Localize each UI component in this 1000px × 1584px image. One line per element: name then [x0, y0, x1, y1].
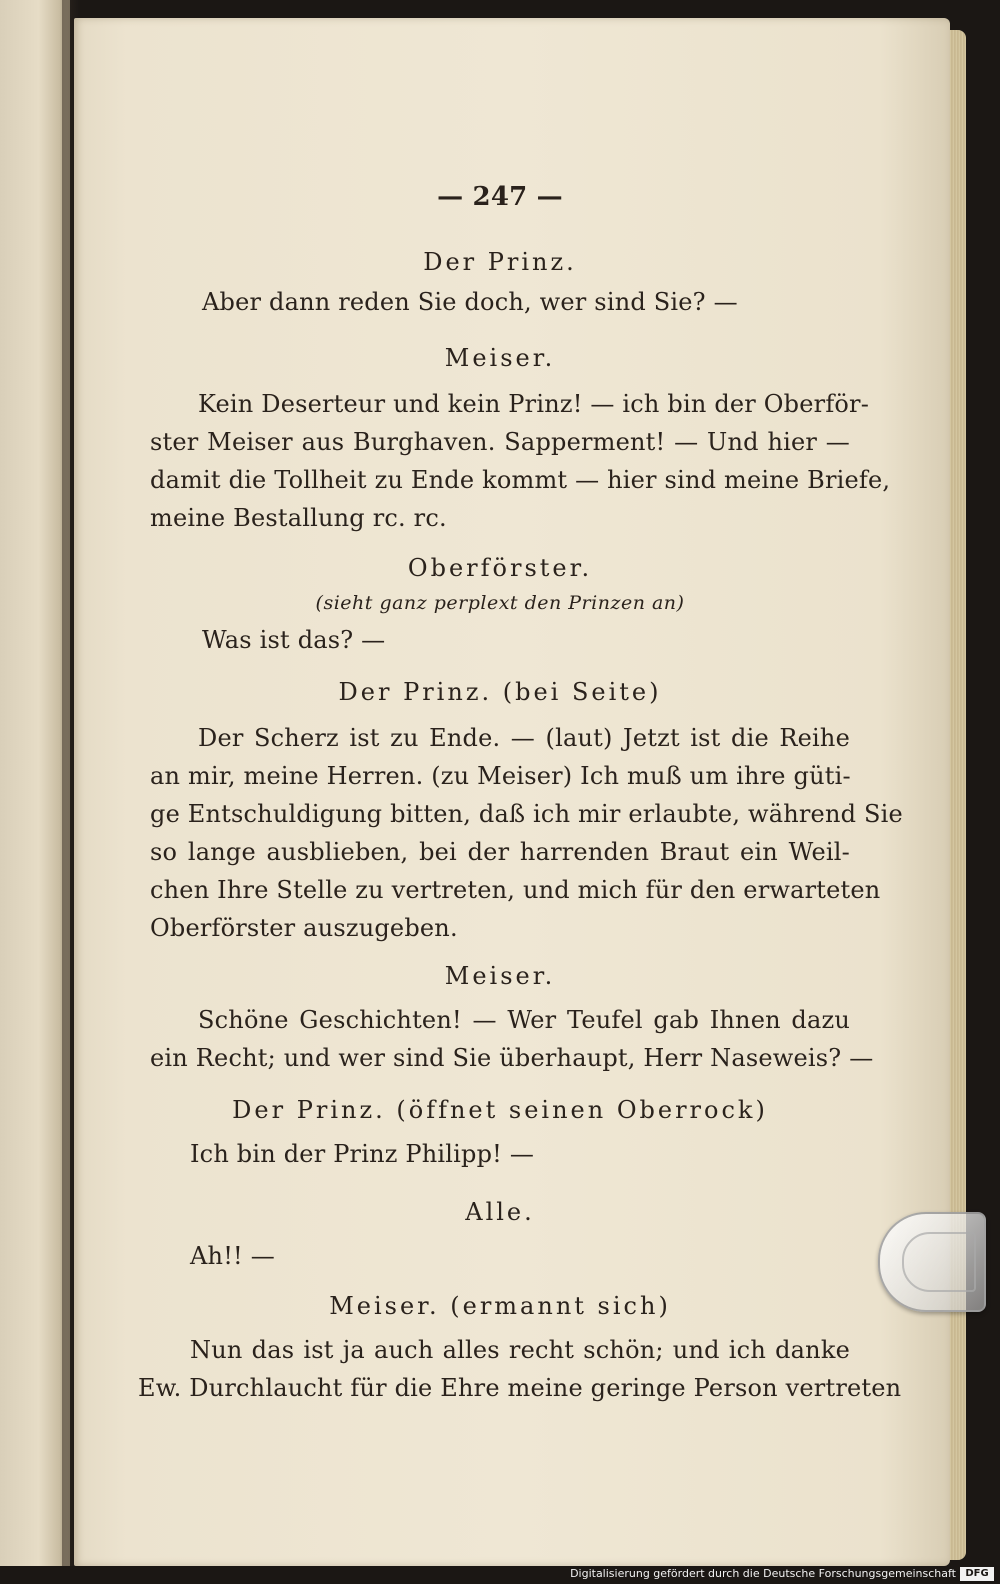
- dialogue-line: damit die Tollheit zu Ende kommt — hier sind meine Briefe,: [150, 466, 891, 494]
- speaker-heading: Alle.: [465, 1198, 535, 1226]
- stage-direction: (sieht ganz perplext den Prinzen an): [315, 592, 685, 614]
- left-page-edge: [0, 0, 70, 1584]
- speaker-heading: Der Prinz. (öffnet seinen Oberrock): [232, 1096, 768, 1124]
- funding-credit: Digitalisierung gefördert durch die Deutsche Forschungsgemeinschaft: [570, 1567, 956, 1580]
- dialogue-line: Oberförster auszugeben.: [150, 914, 458, 942]
- dialogue-line: Ah!! —: [190, 1242, 275, 1270]
- dialogue-line: ge Entschuldigung bitten, daß ich mir erlaubte, während Sie: [150, 800, 903, 828]
- page-number: — 247 —: [437, 182, 563, 212]
- dialogue-line: Was ist das? —: [202, 626, 386, 654]
- dialogue-line: meine Bestallung rc. rc.: [150, 504, 447, 532]
- dialogue-line: Ich bin der Prinz Philipp! —: [190, 1140, 535, 1168]
- dialogue-line: Der Scherz ist zu Ende. — (laut) Jetzt ist die Reihe: [198, 724, 850, 752]
- dialogue-line: Schöne Geschichten! — Wer Teufel gab Ihnen dazu: [198, 1006, 850, 1034]
- dialogue-line: an mir, meine Herren. (zu Meiser) Ich muß um ihre güti-: [150, 762, 851, 790]
- dialogue-line: chen Ihre Stelle zu vertreten, und mich für den erwarteten: [150, 876, 881, 904]
- dialogue-line: Nun das ist ja auch alles recht schön; und ich danke: [190, 1336, 850, 1364]
- dialogue-line: ster Meiser aus Burghaven. Sapperment! — Und hier —: [150, 428, 850, 456]
- speaker-heading: Der Prinz.: [423, 248, 577, 276]
- dialogue-line: Ew. Durchlaucht für die Ehre meine geringe Person vertreten: [138, 1374, 902, 1402]
- dfg-logo: DFG: [960, 1567, 994, 1581]
- dialogue-line: so lange ausblieben, bei der harrenden Braut ein Weil-: [150, 838, 850, 866]
- paper-clip-inner-loop: [902, 1232, 976, 1292]
- speaker-heading: Oberförster.: [407, 554, 593, 582]
- speaker-heading: Meiser. (ermannt sich): [329, 1292, 671, 1320]
- dialogue-line: Kein Deserteur und kein Prinz! — ich bin der Oberför-: [198, 390, 870, 418]
- speaker-heading: Meiser.: [444, 962, 556, 990]
- speaker-heading: Meiser.: [444, 344, 556, 372]
- speaker-heading: Der Prinz. (bei Seite): [338, 678, 662, 706]
- dialogue-line: Aber dann reden Sie doch, wer sind Sie? —: [202, 288, 738, 316]
- dialogue-line: ein Recht; und wer sind Sie überhaupt, Herr Naseweis? —: [150, 1044, 874, 1072]
